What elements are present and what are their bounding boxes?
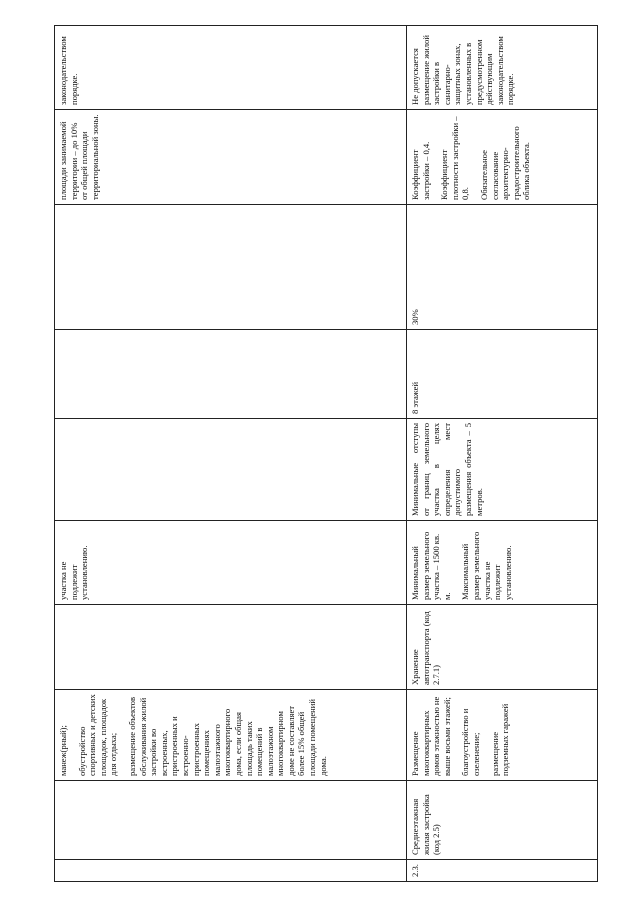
table-row-2-3 bbox=[407, 26, 598, 882]
cell-zone bbox=[55, 781, 407, 860]
cell-paragraph: Не допускается размещение жилой застройки в санитарно-защитных зонах, установленных в предусмотренном действующим законодательством порядке. bbox=[410, 35, 516, 105]
cell-plot-size bbox=[55, 521, 407, 605]
cell-coverage bbox=[407, 205, 598, 330]
cell-paragraph: благоустройство и озеленение; bbox=[460, 708, 481, 776]
cell-coverage bbox=[55, 205, 407, 330]
cell-main-uses bbox=[407, 690, 598, 781]
cell-paragraph: участка не подлежит установлению. bbox=[58, 545, 90, 600]
cell-paragraph: Минимальный размер земельного участка – 1500 кв. м. bbox=[410, 531, 452, 600]
land-use-regulations-table bbox=[54, 25, 598, 882]
cell-paragraph: законодательством порядке. bbox=[58, 36, 79, 105]
cell-plot-size bbox=[407, 521, 598, 605]
cell-paragraph: Максимальный размер земельного участка не подлежит установлению. bbox=[460, 531, 513, 600]
cell-paragraph: 8 этажей bbox=[410, 381, 420, 414]
cell-floors bbox=[407, 330, 598, 419]
cell-setbacks bbox=[407, 419, 598, 521]
cell-paragraph: 30% bbox=[410, 309, 420, 325]
cell-paragraph: размещение объектов обслуживания жилой застройки во встроенных, пристроенных и встроенно-пристроенных помещениях малоэтажного многоквартирного дома, если общая площадь таких помещений в малоэтажном многоквартирном доме не составляет более 15% общей площади помещений дома. bbox=[126, 696, 328, 776]
table-row-continued bbox=[55, 26, 407, 882]
cell-paragraph: Обязательное согласование архитектурно-градостроительного облика объекта. bbox=[478, 126, 532, 200]
cell-paragraph: размещение подземных гаражей bbox=[489, 703, 511, 776]
rotated-page bbox=[54, 26, 597, 882]
cell-paragraph: Хранение автотранспорта (код 2.7.1) bbox=[410, 611, 442, 685]
cell-paragraph: Минимальные отступы от границ земельного участка в целях определения мест допустимого размещения объекта – 5 метров. bbox=[410, 423, 484, 516]
cell-paragraph: обустройство спортивных и детских площадок, площадок для отдыха; bbox=[76, 694, 119, 776]
cell-paragraph: Размещение многоквартирных домов этажностью не выше восьми этажей; bbox=[410, 696, 452, 776]
cell-aux-uses bbox=[407, 605, 598, 690]
cell-other-params bbox=[55, 110, 407, 205]
cell-restrictions bbox=[407, 26, 598, 110]
cell-paragraph: Коэффициент плотности застройки – 0,8. bbox=[439, 116, 471, 200]
cell-setbacks bbox=[55, 419, 407, 521]
cell-number bbox=[55, 860, 407, 882]
cell-restrictions bbox=[55, 26, 407, 110]
cell-other-params bbox=[407, 110, 598, 205]
cell-zone: Среднеэтажная жилая застройка (код 2.5) bbox=[407, 781, 598, 860]
cell-number: 2.3. bbox=[407, 860, 598, 882]
cell-floors bbox=[55, 330, 407, 419]
cell-paragraph: площади занимаемой территории – до 10% от общей площади территориальной зоны. bbox=[58, 114, 100, 200]
cell-aux-uses bbox=[55, 605, 407, 690]
cell-main-uses bbox=[55, 690, 407, 781]
cell-paragraph: Коэффициент застройки – 0,4. bbox=[410, 141, 431, 200]
cell-paragraph: манеж(рный); bbox=[58, 725, 68, 776]
